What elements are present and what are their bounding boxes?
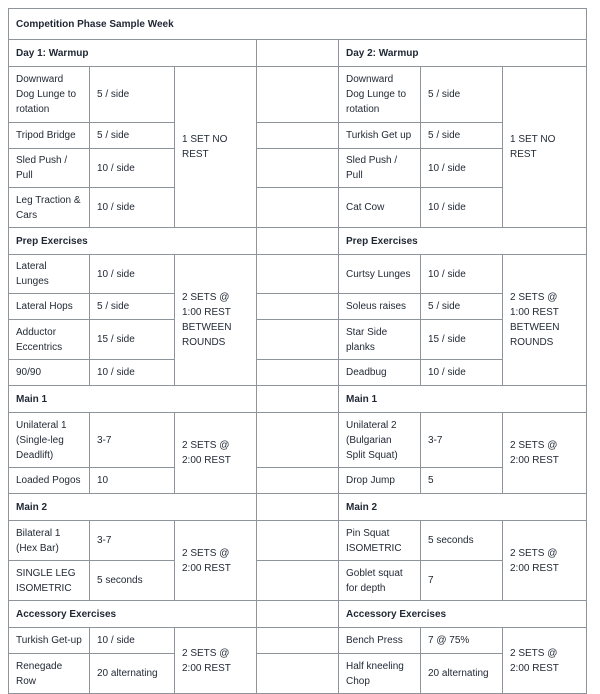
exercise-name: Downward Dog Lunge to rotation [9,67,90,123]
exercise-name: Lateral Hops [9,294,90,320]
exercise-reps: 10 / side [421,255,503,294]
spacer-cell [257,149,339,188]
spacer-cell [257,228,339,255]
exercise-reps: 3-7 [90,521,175,561]
exercise-name: Deadbug [339,360,421,386]
exercise-name: Sled Push / Pull [9,149,90,188]
schedule-container [8,8,587,694]
spacer-cell [257,188,339,228]
schedule-table [8,8,587,694]
exercise-reps: 10 / side [90,149,175,188]
exercise-name: Turkish Get-up [9,628,90,654]
exercise-reps: 10 / side [421,188,503,228]
exercise-reps: 15 / side [90,320,175,360]
exercise-reps: 15 / side [421,320,503,360]
exercise-reps: 10 / side [421,360,503,386]
day2-accessory-header: Accessory Exercises [339,601,587,628]
exercise-name: SINGLE LEG ISOMETRIC [9,561,90,601]
spacer-cell [257,360,339,386]
exercise-reps: 7 [421,561,503,601]
day2-accessory-sets: 2 SETS @ 2:00 REST [503,628,587,694]
exercise-name: Goblet squat for depth [339,561,421,601]
day2-main2-sets: 2 SETS @ 2:00 REST [503,521,587,601]
day2-main1-header: Main 1 [339,386,587,413]
exercise-name: Drop Jump [339,468,421,494]
exercise-name: Tripod Bridge [9,123,90,149]
day1-main2-sets: 2 SETS @ 2:00 REST [175,521,257,601]
exercise-reps: 20 alternating [421,654,503,694]
spacer-cell [257,521,339,561]
day1-prep-sets: 2 SETS @ 1:00 REST BETWEEN ROUNDS [175,255,257,386]
day2-warmup-sets: 1 SET NO REST [503,67,587,228]
day1-accessory-header: Accessory Exercises [9,601,257,628]
exercise-reps: 5 [421,468,503,494]
exercise-name: Unilateral 2 (Bulgarian Split Squat) [339,413,421,468]
exercise-reps: 3-7 [90,413,175,468]
exercise-name: 90/90 [9,360,90,386]
exercise-name: Bench Press [339,628,421,654]
spacer-cell [257,561,339,601]
day2-main1-sets: 2 SETS @ 2:00 REST [503,413,587,494]
exercise-name: Leg Traction & Cars [9,188,90,228]
exercise-reps: 5 / side [421,67,503,123]
spacer-cell [257,601,339,628]
exercise-reps: 10 [90,468,175,494]
spacer-cell [257,468,339,494]
spacer-cell [257,654,339,694]
exercise-reps: 10 / side [90,255,175,294]
day1-warmup-header: Day 1: Warmup [9,40,257,67]
exercise-name: Sled Push / Pull [339,149,421,188]
spacer-cell [257,386,339,413]
day1-prep-header: Prep Exercises [9,228,257,255]
spacer-cell [257,123,339,149]
exercise-name: Unilateral 1 (Single-leg Deadlift) [9,413,90,468]
exercise-reps: 5 seconds [90,561,175,601]
exercise-reps: 10 / side [90,360,175,386]
exercise-reps: 5 seconds [421,521,503,561]
exercise-reps: 10 / side [90,188,175,228]
table-title: Competition Phase Sample Week [9,9,587,40]
spacer-cell [257,255,339,294]
exercise-reps: 10 / side [90,628,175,654]
exercise-reps: 5 / side [90,294,175,320]
exercise-reps: 7 @ 75% [421,628,503,654]
exercise-name: Loaded Pogos [9,468,90,494]
spacer-cell [257,494,339,521]
exercise-reps: 5 / side [421,123,503,149]
exercise-name: Turkish Get up [339,123,421,149]
spacer-cell [257,40,339,67]
exercise-name: Curtsy Lunges [339,255,421,294]
day2-prep-header: Prep Exercises [339,228,587,255]
spacer-cell [257,628,339,654]
spacer-cell [257,320,339,360]
exercise-reps: 10 / side [421,149,503,188]
day2-prep-sets: 2 SETS @ 1:00 REST BETWEEN ROUNDS [503,255,587,386]
exercise-name: Downward Dog Lunge to rotation [339,67,421,123]
exercise-reps: 3-7 [421,413,503,468]
exercise-name: Renegade Row [9,654,90,694]
exercise-name: Star Side planks [339,320,421,360]
day1-main1-sets: 2 SETS @ 2:00 REST [175,413,257,494]
exercise-name: Cat Cow [339,188,421,228]
exercise-name: Bilateral 1 (Hex Bar) [9,521,90,561]
day2-main2-header: Main 2 [339,494,587,521]
spacer-cell [257,294,339,320]
exercise-name: Pin Squat ISOMETRIC [339,521,421,561]
exercise-reps: 20 alternating [90,654,175,694]
exercise-name: Lateral Lunges [9,255,90,294]
day2-warmup-header: Day 2: Warmup [339,40,587,67]
exercise-reps: 5 / side [421,294,503,320]
exercise-reps: 5 / side [90,67,175,123]
exercise-reps: 5 / side [90,123,175,149]
day1-main2-header: Main 2 [9,494,257,521]
day1-main1-header: Main 1 [9,386,257,413]
spacer-cell [257,67,339,123]
exercise-name: Half kneeling Chop [339,654,421,694]
exercise-name: Adductor Eccentrics [9,320,90,360]
day1-warmup-sets: 1 SET NO REST [175,67,257,228]
day1-accessory-sets: 2 SETS @ 2:00 REST [175,628,257,694]
spacer-cell [257,413,339,468]
exercise-name: Soleus raises [339,294,421,320]
